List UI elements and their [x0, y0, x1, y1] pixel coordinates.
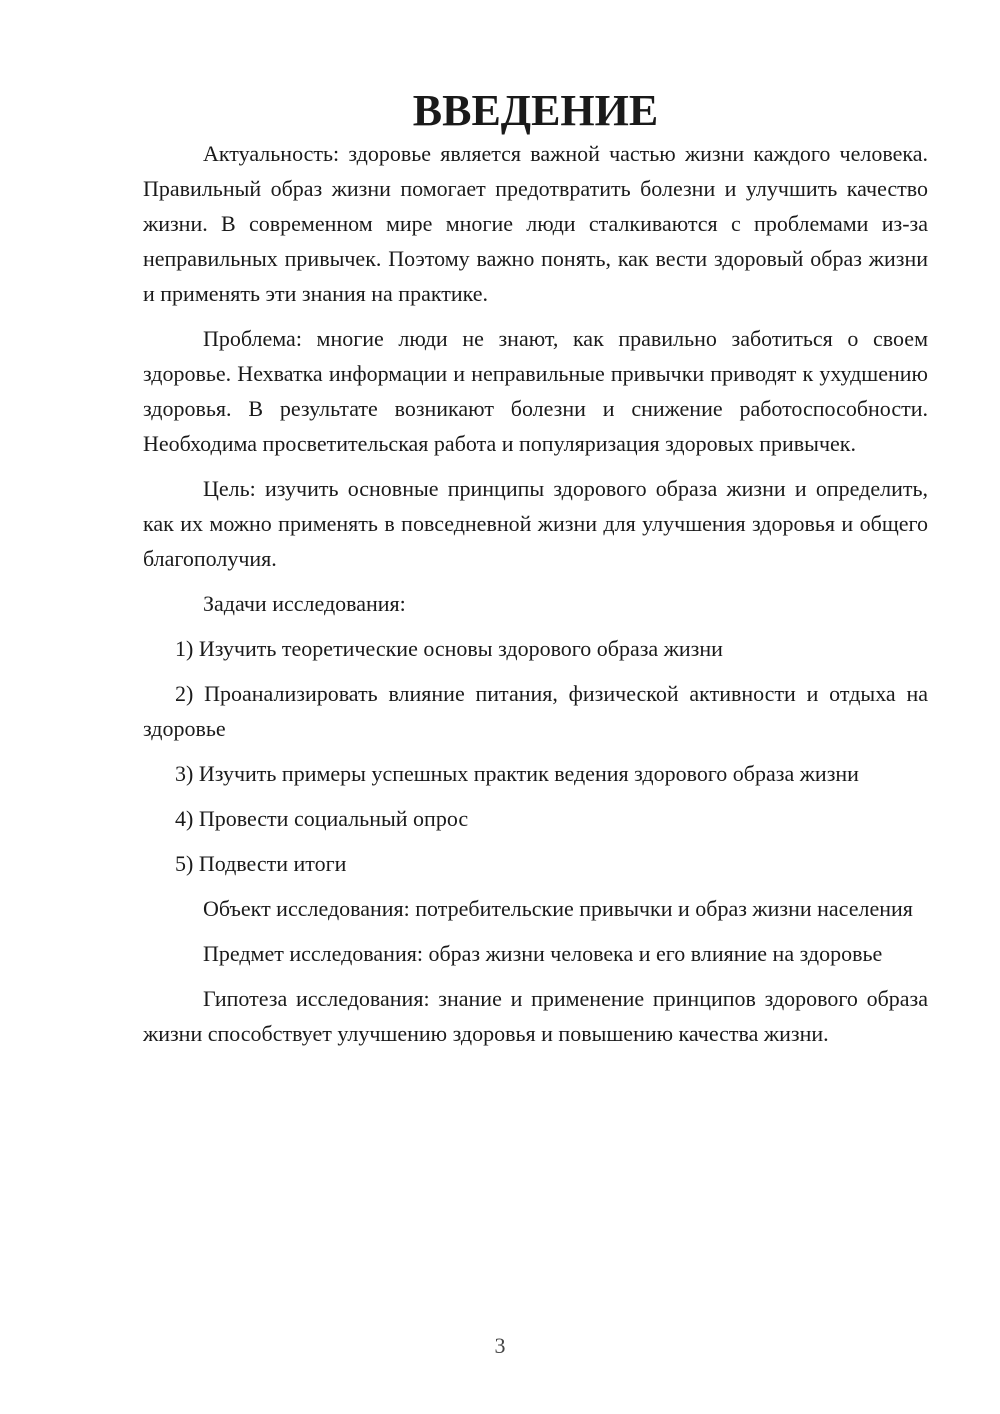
page-number: 3: [494, 1333, 506, 1358]
hypothesis-paragraph: Гипотеза исследования: знание и применение принципов здорового образа жизни способствует улучшению здоровья и повышению качества жизни.: [143, 986, 928, 1046]
task-item: 5) Подвести итоги: [175, 851, 347, 876]
relevance-paragraph: Актуальность: здоровье является важной частью жизни каждого человека. Правильный образ жизни помогает предотвратить болезни и улучшить качество жизни. В современном мире многие люди сталкиваются с проблемами из-за неправильных привычек. Поэтому важно понять, как вести здоровый образ жизни и применять эти знания на практике.: [143, 141, 928, 306]
page-title: ВВЕДЕНИЕ: [412, 86, 659, 135]
object-paragraph: Объект исследования: потребительские привычки и образ жизни населения: [203, 896, 913, 921]
tasks-heading: Задачи исследования:: [203, 591, 406, 616]
task-item: 1) Изучить теоретические основы здорового образа жизни: [175, 636, 723, 661]
task-item: 3) Изучить примеры успешных практик ведения здорового образа жизни: [175, 761, 859, 786]
goal-paragraph: Цель: изучить основные принципы здорового образа жизни и определить, как их можно применять в повседневной жизни для улучшения здоровья и общего благополучия.: [143, 476, 928, 571]
subject-paragraph: Предмет исследования: образ жизни человека и его влияние на здоровье: [203, 941, 883, 966]
task-item: 2) Проанализировать влияние питания, физической активности и отдыха на здоровье: [143, 681, 928, 741]
page-content: [143, 86, 928, 1061]
task-item: 4) Провести социальный опрос: [175, 806, 469, 831]
problem-paragraph: Проблема: многие люди не знают, как правильно заботиться о своем здоровье. Нехватка информации и неправильные привычки приводят к ухудшению здоровья. В результате возникают болезни и снижение работоспособности. Необходима просветительская работа и популяризация здоровых привычек.: [143, 326, 928, 456]
